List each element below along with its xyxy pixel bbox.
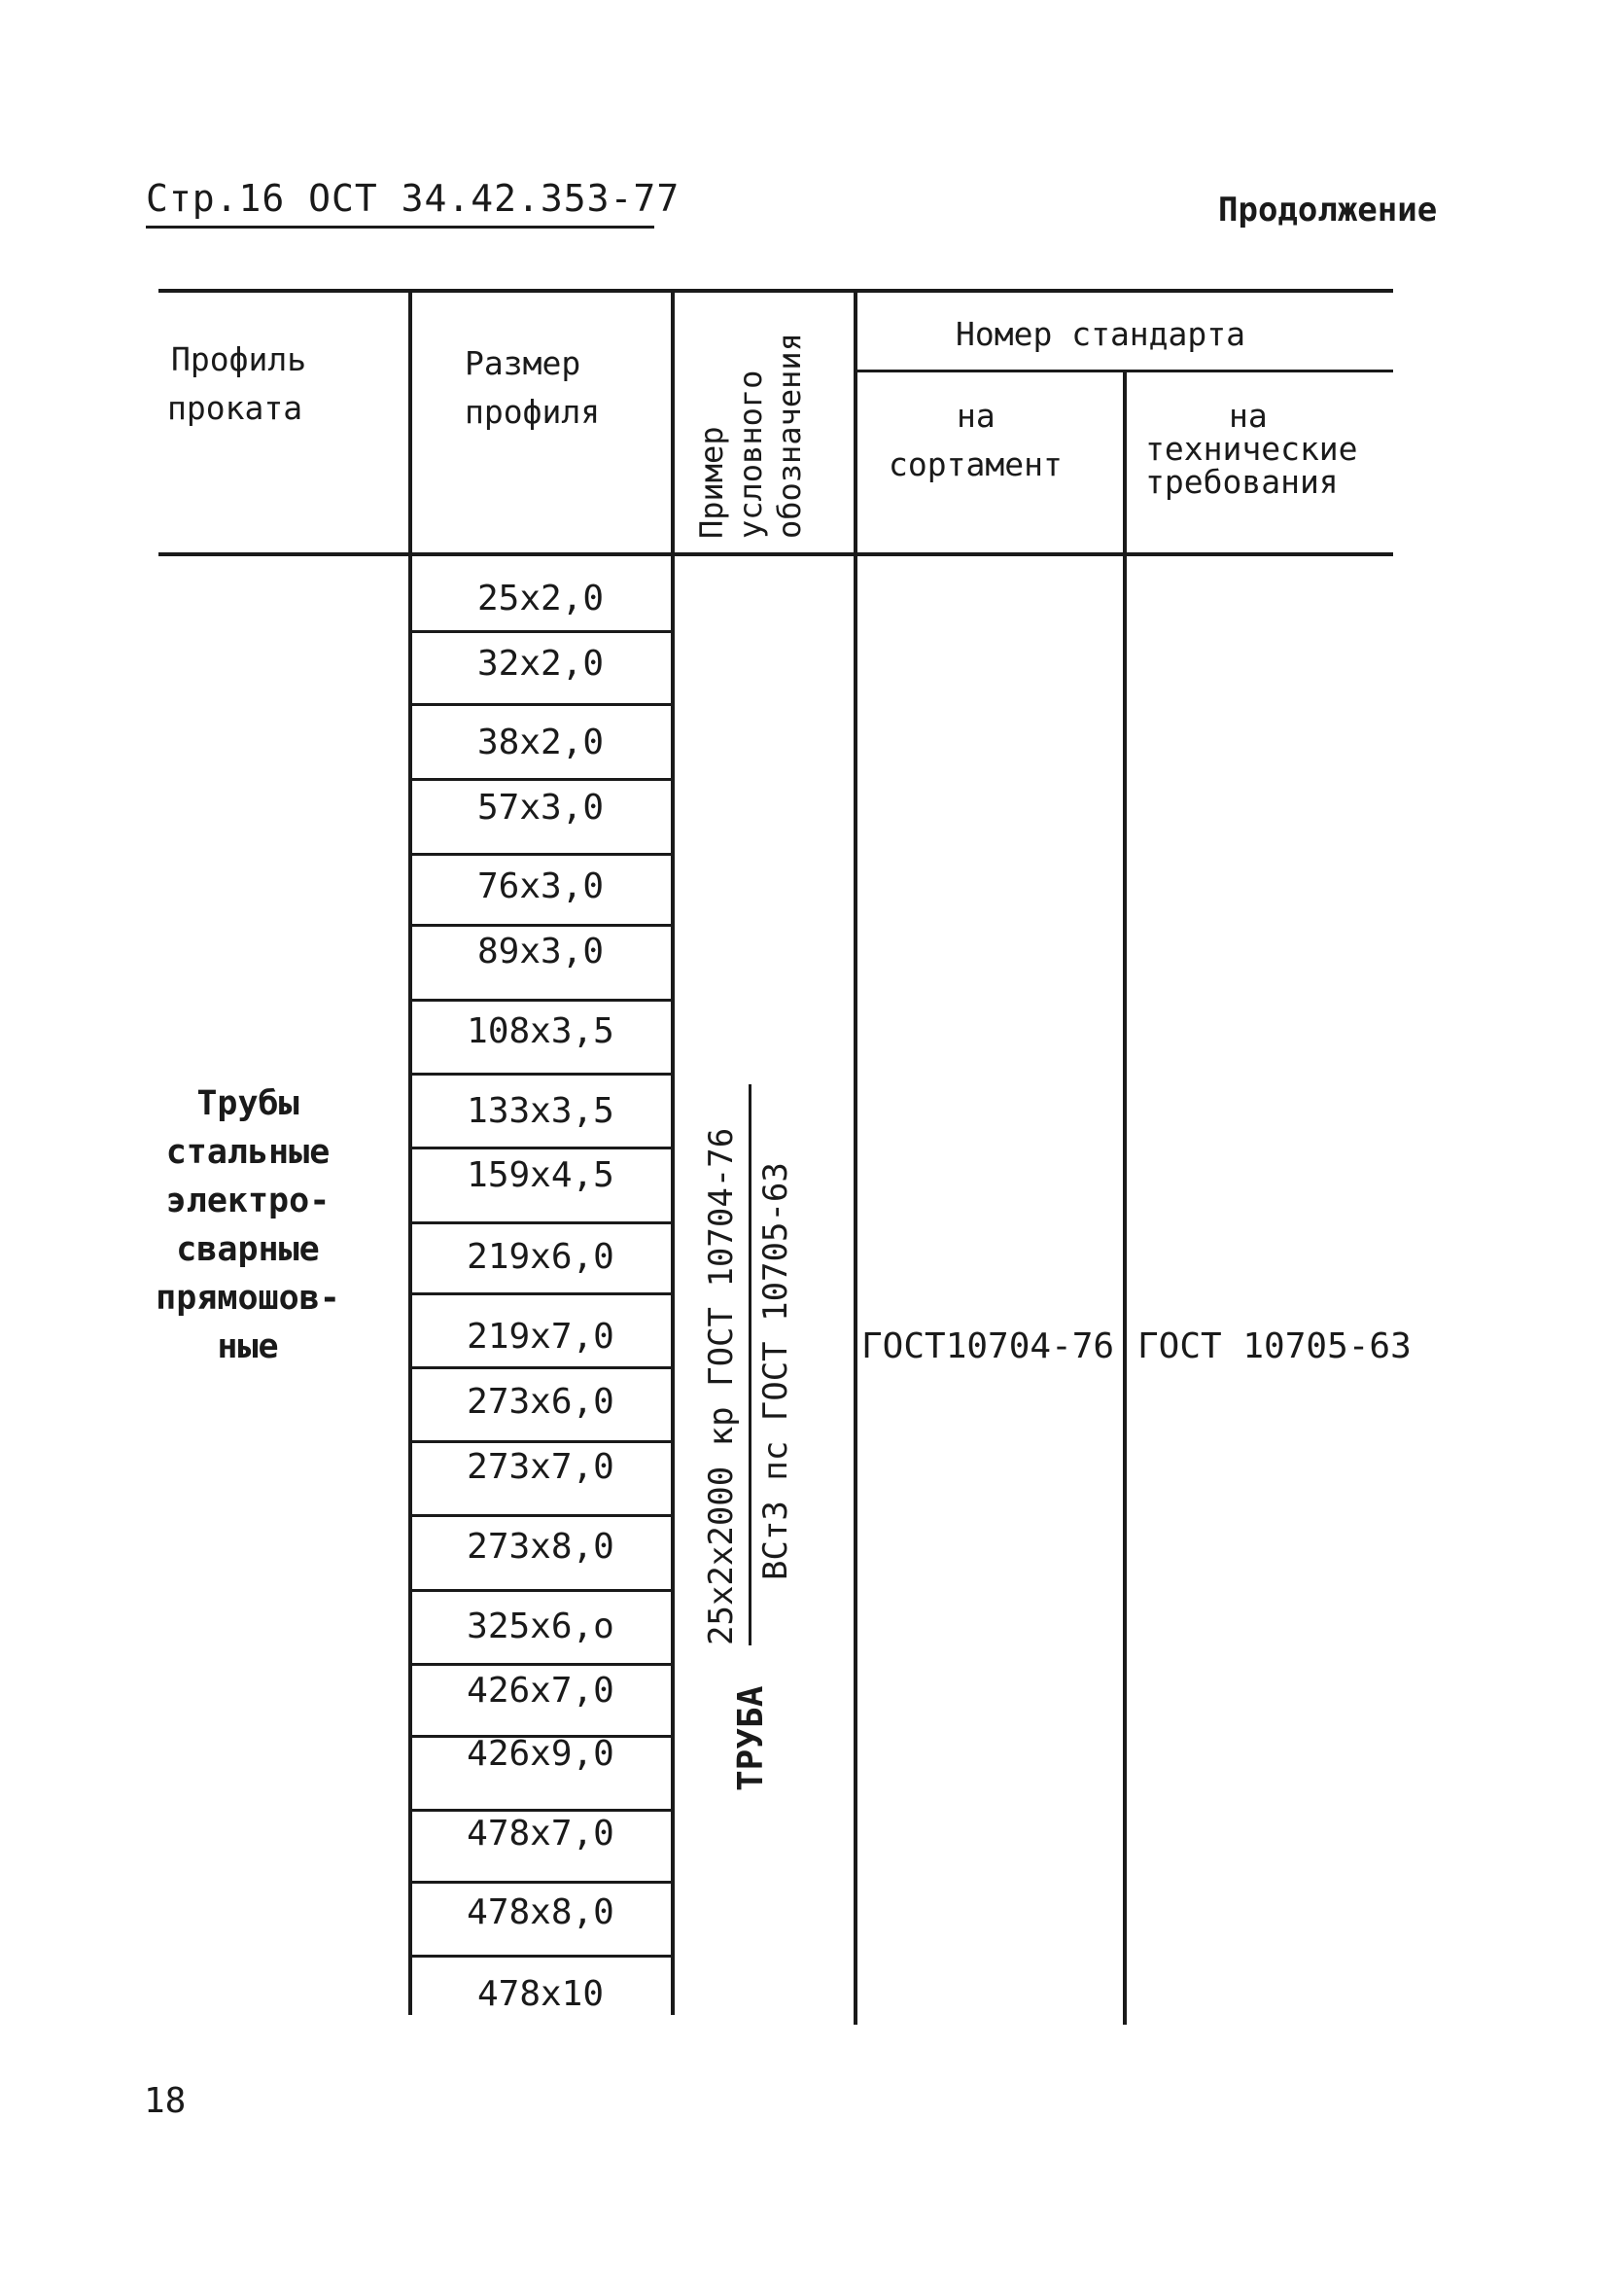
header-standard-number: Номер стандарта xyxy=(956,315,1246,353)
size-cell: 478x10 xyxy=(476,1974,605,2014)
size-cell: 478x7,0 xyxy=(467,1814,614,1854)
profile-name-line3: электро- xyxy=(165,1182,331,1220)
profile-name-line2: стальные xyxy=(165,1133,331,1172)
size-cell: 76x3,0 xyxy=(476,866,605,906)
header-sortament-line1: на xyxy=(957,397,996,435)
header-profile-line1: Профиль xyxy=(171,340,307,378)
header-size-line2: профиля xyxy=(465,393,601,431)
table-header-bottom-border xyxy=(158,552,1393,556)
size-cell: 133x3,5 xyxy=(467,1091,614,1131)
profile-name-line6: ные xyxy=(217,1327,279,1366)
size-cell: 159x4,5 xyxy=(467,1155,614,1195)
row-divider xyxy=(412,1221,673,1224)
header-example-line3: обозначения xyxy=(771,333,808,539)
row-divider xyxy=(412,1366,673,1369)
row-divider xyxy=(412,924,673,927)
header-tech-line2: технические xyxy=(1145,430,1358,468)
size-cell: 478x8,0 xyxy=(467,1892,614,1932)
header-underline xyxy=(146,226,654,229)
size-cell: 32x2,0 xyxy=(476,644,605,684)
document-reference: Стр.16 ОСТ 34.42.353-77 xyxy=(146,177,681,220)
size-cell: 273x8,0 xyxy=(467,1527,614,1567)
row-divider xyxy=(412,630,673,633)
row-divider xyxy=(412,853,673,856)
row-divider xyxy=(412,1147,673,1149)
row-divider xyxy=(412,703,673,706)
size-cell: 219x7,0 xyxy=(467,1317,614,1357)
column-divider-3 xyxy=(854,292,857,2025)
size-cell: 426x7,0 xyxy=(467,1671,614,1711)
profile-name xyxy=(156,1079,340,1371)
header-tech-line3: требования xyxy=(1145,463,1339,501)
header-profile-line2: проката xyxy=(167,389,303,427)
header-example-line2: условного xyxy=(732,370,769,539)
table-top-border xyxy=(158,289,1393,293)
row-divider xyxy=(412,1292,673,1295)
row-divider xyxy=(412,1514,673,1517)
size-cell: 57x3,0 xyxy=(476,788,605,828)
row-divider xyxy=(412,1589,673,1592)
tech-requirements-standard: ГОСТ 10705-63 xyxy=(1137,1326,1412,1366)
size-cell: 273x7,0 xyxy=(467,1447,614,1487)
header-tech-line1: на xyxy=(1229,397,1268,435)
row-divider xyxy=(412,1663,673,1666)
example-fraction-line xyxy=(749,1084,751,1645)
sortament-standard: ГОСТ10704-76 xyxy=(861,1326,1115,1366)
row-divider xyxy=(412,999,673,1002)
row-divider xyxy=(412,1881,673,1884)
column-divider-4 xyxy=(1123,371,1127,2025)
size-cell: 426x9,0 xyxy=(467,1734,614,1774)
continuation-label: Продолжение xyxy=(1218,191,1438,230)
profile-name-line4: сварные xyxy=(176,1230,320,1269)
row-divider xyxy=(412,1809,673,1812)
example-word: ТРУБА xyxy=(731,1685,771,1791)
header-example-line1: Пример xyxy=(693,426,730,539)
profile-name-line1: Трубы xyxy=(196,1084,299,1123)
size-cell: 273x6,0 xyxy=(467,1382,614,1422)
row-divider xyxy=(412,1955,673,1958)
header-example-rotated xyxy=(692,333,809,539)
row-divider xyxy=(412,1440,673,1443)
size-cell: 108x3,5 xyxy=(467,1011,614,1051)
row-divider xyxy=(412,778,673,781)
size-cell: 325x6,о xyxy=(467,1607,614,1646)
row-divider xyxy=(412,1073,673,1076)
size-cell: 25x2,0 xyxy=(476,579,605,618)
example-numerator: 25x2x2000 кр ГОСТ 10704-76 xyxy=(702,1127,741,1645)
example-denominator: ВСт3 пс ГОСТ 10705-63 xyxy=(756,1162,795,1580)
size-cell: 89x3,0 xyxy=(476,932,605,971)
size-cell: 38x2,0 xyxy=(476,723,605,762)
column-divider-2 xyxy=(671,292,675,2015)
profile-name-line5: прямошов- xyxy=(156,1279,340,1318)
size-cell: 219x6,0 xyxy=(467,1237,614,1277)
header-size-line1: Размер xyxy=(465,344,581,382)
header-sortament-line2: сортамент xyxy=(889,445,1063,483)
page-number: 18 xyxy=(144,2081,187,2121)
